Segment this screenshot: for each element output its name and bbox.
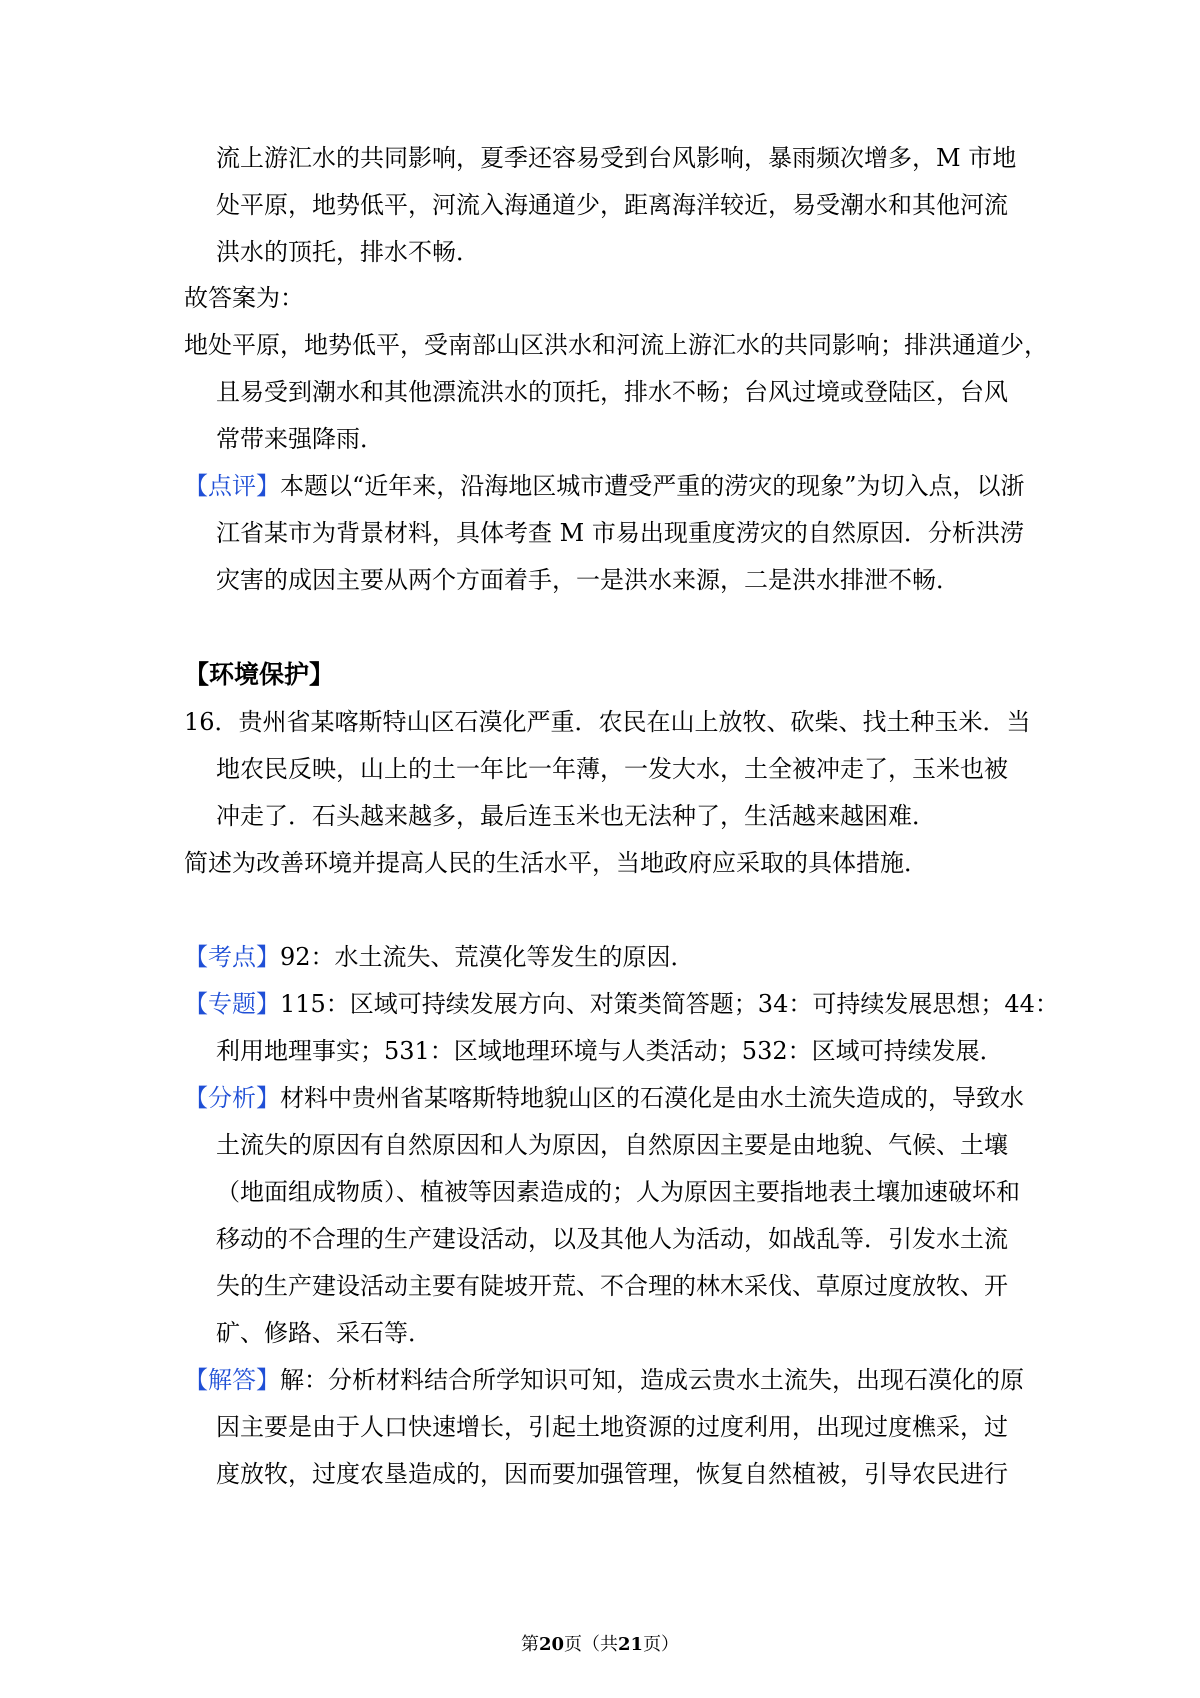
jieda-line-3: 度放牧，过度农垦造成的，因而要加强管理，恢复自然植被，引导农民进行: [216, 1460, 1008, 1488]
review-tag: 【点评】: [184, 472, 280, 500]
fenxi-line-2: 土流失的原因有自然原因和人为原因，自然原因主要是由地貌、气候、土壤: [216, 1131, 1008, 1159]
question-text: 贵州省某喀斯特山区石漠化严重．农民在山上放牧、砍柴、找土种玉米．当: [238, 708, 1031, 736]
fenxi-text: 材料中贵州省某喀斯特地貌山区的石漠化是由水土流失造成的，导致水: [280, 1084, 1024, 1112]
fenxi-tag: 【分析】: [184, 1084, 280, 1112]
kaodian-tag: 【考点】: [184, 943, 280, 971]
conclusion-label: 故答案为：: [184, 284, 304, 312]
zhuanti-tag: 【专题】: [184, 990, 280, 1018]
fenxi-line-5: 失的生产建设活动主要有陡坡开荒、不合理的林木采伐、草原过度放牧、开: [216, 1272, 1008, 1300]
footer-prefix: 第: [520, 1634, 539, 1655]
zhuanti-text: 115：区域可持续发展方向、对策类简答题；34：可持续发展思想；44：: [280, 990, 1059, 1018]
conclusion-line-2: 且易受到潮水和其他漂流洪水的顶托，排水不畅；台风过境或登陆区，台风: [216, 378, 1008, 406]
jieda-tag: 【解答】: [184, 1366, 280, 1394]
jieda-line-1: [184, 1363, 1024, 1397]
jieda-text: 解：分析材料结合所学知识可知，造成云贵水土流失，出现石漠化的原: [280, 1366, 1024, 1394]
prev-answer-line-3: 洪水的顶托，排水不畅．: [216, 238, 480, 266]
fenxi-line-3: （地面组成物质）、植被等因素造成的；人为原因主要指地表土壤加速破坏和: [216, 1178, 1020, 1206]
kaodian-text: 92：水土流失、荒漠化等发生的原因．: [280, 943, 695, 971]
footer-total-pages: 21: [618, 1634, 644, 1655]
page-footer: [0, 1632, 1200, 1658]
review-text: 本题以“近年来，沿海地区城市遭受严重的涝灾的现象”为切入点，以浙: [280, 472, 1025, 500]
jieda-line-2: 因主要是由于人口快速增长，引起土地资源的过度利用，出现过度樵采，过: [216, 1413, 1008, 1441]
review-line-2: 江省某市为背景材料，具体考查 M 市易出现重度涝灾的自然原因．分析洪涝: [216, 519, 1024, 547]
prev-answer-line-1: 流上游汇水的共同影响，夏季还容易受到台风影响，暴雨频次增多，M 市地: [216, 144, 1017, 172]
fenxi-line-1: [184, 1081, 1024, 1115]
question-line-3: 冲走了．石头越来越多，最后连玉米也无法种了，生活越来越困难．: [216, 802, 936, 830]
zhuanti-line-1: [184, 987, 1059, 1021]
prev-answer-line-2: 处平原，地势低平，河流入海通道少，距离海洋较近，易受潮水和其他河流: [216, 191, 1008, 219]
fenxi-line-6: 矿、修路、采石等．: [216, 1319, 432, 1347]
conclusion-line-1: 地处平原，地势低平，受南部山区洪水和河流上游汇水的共同影响；排洪通道少，: [184, 331, 1048, 359]
review-line-1: [184, 469, 1025, 503]
footer-page-number: 20: [538, 1634, 564, 1655]
fenxi-line-4: 移动的不合理的生产建设活动，以及其他人为活动，如战乱等．引发水土流: [216, 1225, 1008, 1253]
section-title: 【环境保护】: [184, 660, 335, 689]
question-line-2: 地农民反映，山上的土一年比一年薄，一发大水，土全被冲走了，玉米也被: [216, 755, 1008, 783]
question-number: 16．: [184, 708, 239, 736]
footer-suffix: 页）: [643, 1634, 680, 1655]
kaodian-line: [184, 940, 695, 974]
review-line-3: 灾害的成因主要从两个方面着手，一是洪水来源，二是洪水排泄不畅．: [216, 566, 960, 594]
question-line-1: [184, 705, 1031, 739]
zhuanti-line-2: 利用地理事实；531：区域地理环境与人类活动；532：区域可持续发展．: [216, 1037, 1004, 1065]
question-prompt: 简述为改善环境并提高人民的生活水平，当地政府应采取的具体措施．: [184, 849, 928, 877]
conclusion-line-3: 常带来强降雨．: [216, 425, 384, 453]
footer-mid: 页（共: [564, 1634, 618, 1655]
